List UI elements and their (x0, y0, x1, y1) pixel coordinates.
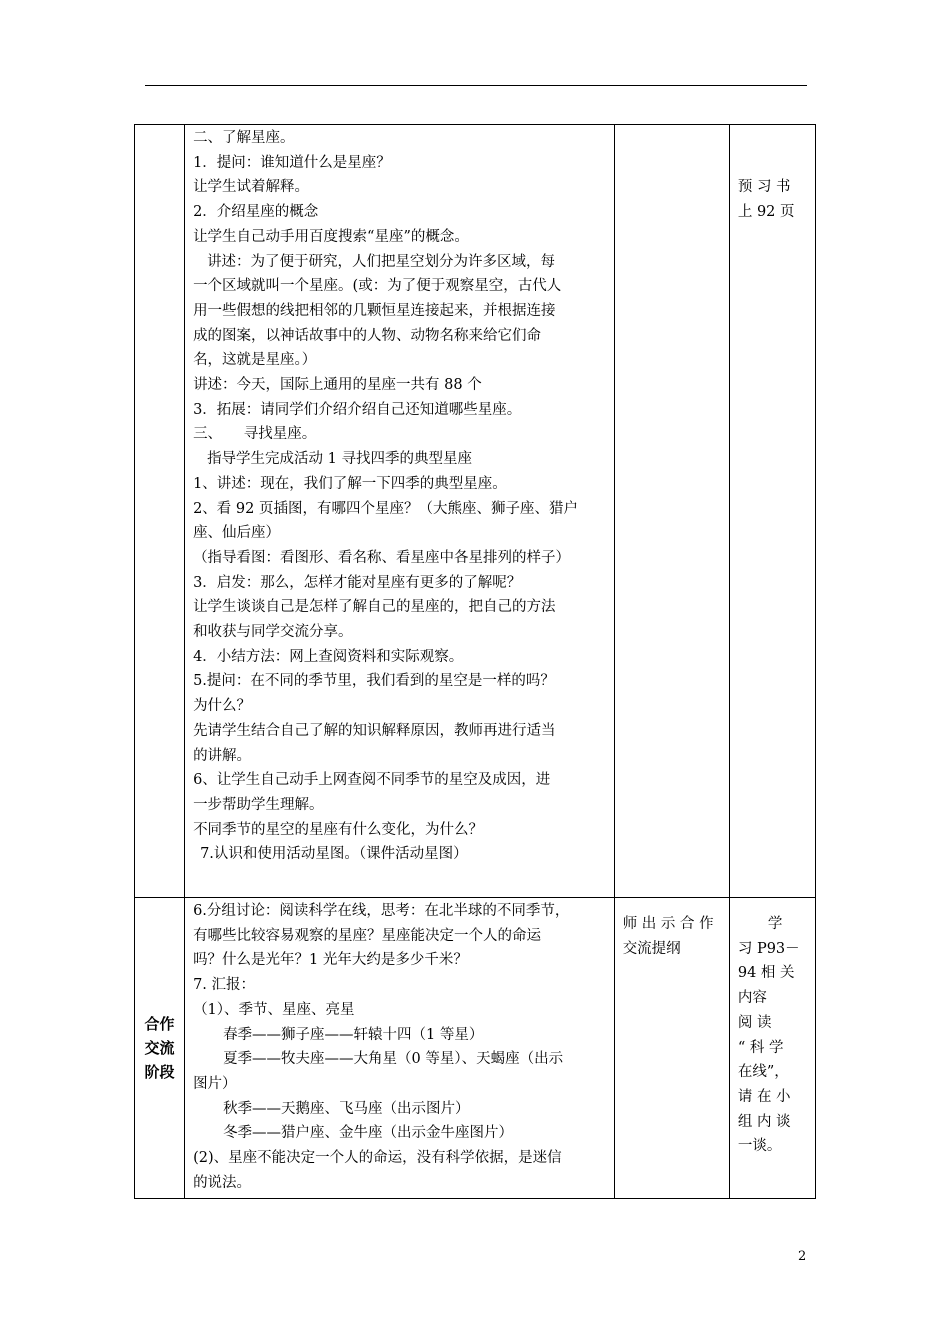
student-note-line: 内容 (737, 990, 767, 1007)
student-note-line: 请 在 小 (737, 1088, 791, 1105)
page-number: 2 (798, 1249, 807, 1264)
table-row-constellation (135, 125, 816, 898)
content-line: 吗？什么是光年？1 光年大约是多少千米？ (193, 952, 468, 969)
lesson-plan-table (134, 124, 816, 1199)
content-line: 3．启发：那么，怎样才能对星座有更多的了解呢？ (193, 574, 522, 591)
student-note-line: 在线”， (737, 1064, 789, 1081)
content-line: 用一些假想的线把相邻的几颗恒星连接起来，并根据连接 (193, 302, 556, 319)
content-line: 1、讲述：现在，我们了解一下四季的典型星座。 (193, 475, 507, 492)
teacher-note-line: 师 出 示 合 作 (622, 916, 714, 932)
stage-label: 阶段 (144, 1063, 175, 1081)
content-line: 让学生试着解释。 (193, 179, 310, 196)
content-line: 3．拓展：请同学们介绍介绍自己还知道哪些星座。 (193, 401, 522, 418)
content-line: 指导学生完成活动 1 寻找四季的典型星座 (207, 451, 473, 468)
content-cell-cooperation (185, 898, 615, 1199)
student-note-line: 一谈。 (737, 1138, 782, 1155)
content-line: 讲述：今天，国际上通用的星座一共有 88 个 (193, 377, 482, 394)
student-note-line: 学 (767, 916, 783, 932)
content-line: 讲述：为了便于研究，人们把星空划分为许多区域，每 (207, 253, 556, 270)
student-note-line: 组 内 谈 (737, 1113, 791, 1130)
student-note-line: “ 科 学 (737, 1039, 784, 1056)
stage-cell-empty (135, 125, 185, 898)
student-note-line: 上 92 页 (737, 203, 795, 220)
content-line: 4．小结方法：网上查阅资料和实际观察。 (193, 648, 464, 665)
content-line: 不同季节的星空的星座有什么变化，为什么？ (193, 821, 484, 838)
content-line: 夏季——牧夫座——大角星（0 等星）、天蝎座（出示 (223, 1051, 564, 1068)
content-line: 成的图案，以神话故事中的人物、动物名称来给它们命 (193, 327, 542, 344)
content-line: 有哪些比较容易观察的星座？星座能决定一个人的命运 (193, 927, 542, 944)
content-line: 名，这就是星座。） (193, 352, 317, 369)
teacher-note-line: 交流提纲 (622, 940, 681, 957)
content-line: 6、让学生自己动手上网查阅不同季节的星空及成因，进 (193, 772, 551, 789)
student-note-line: 预 习 书 (737, 179, 791, 195)
content-line: 2．介绍星座的概念 (193, 204, 319, 221)
content-line: 7.认识和使用活动星图。（课件活动星图） (200, 846, 468, 863)
student-note-line: 习 P93－ (737, 940, 800, 957)
content-line: 7. 汇报： (193, 977, 256, 994)
content-line: （指导看图：看图形、看名称、看星座中各星排列的样子） (193, 549, 571, 566)
content-line: 座、仙后座） (193, 525, 281, 542)
content-line: (2)、星座不能决定一个人的命运，没有科学依据，是迷信 (193, 1150, 562, 1167)
student-note-line: 94 相 关 (737, 965, 795, 982)
teacher-cell-cooperation (614, 898, 729, 1199)
student-note-line: 阅 读 (737, 1014, 772, 1031)
stage-label: 合作 (144, 1015, 175, 1033)
content-line: 一步帮助学生理解。 (193, 796, 324, 813)
student-cell-cooperation (729, 898, 815, 1199)
content-line: 图片） (193, 1075, 237, 1092)
content-line: 让学生自己动手用百度搜索“星座”的概念。 (193, 228, 469, 245)
content-line: 2、看 92 页插图，有哪四个星座？（大熊座、狮子座、猎户 (193, 500, 578, 517)
content-line: 的说法。 (193, 1174, 252, 1191)
content-line: 一个区域就叫一个星座。(或：为了便于观察星空，古代人 (193, 278, 562, 295)
content-cell-constellation (185, 125, 615, 898)
content-line: 三、 寻找星座。 (193, 426, 317, 443)
stage-cell-cooperation (135, 898, 185, 1199)
content-line: 的讲解。 (193, 747, 252, 764)
table-row-cooperation (135, 898, 816, 1199)
content-line: 1．提问：谁知道什么是星座？ (193, 154, 391, 171)
content-line: 二、了解星座。 (193, 130, 295, 146)
content-line: 6.分组讨论：阅读科学在线，思考：在北半球的不同季节， (193, 903, 570, 919)
content-line: 秋季——天鹅座、飞马座（出示图片） (223, 1100, 470, 1117)
stage-label: 交流 (144, 1039, 175, 1057)
content-line: （1）、季节、星座、亮星 (193, 1001, 355, 1018)
content-line: 和收获与同学交流分享。 (193, 624, 353, 641)
teacher-cell-empty (614, 125, 729, 898)
content-line: 春季——狮子座——轩辕十四（1 等星） (223, 1026, 484, 1043)
student-cell-preview (729, 125, 815, 898)
content-line: 先请学生结合自己了解的知识解释原因，教师再进行适当 (193, 722, 556, 739)
content-line: 冬季——猎户座、金牛座（出示金牛座图片） (223, 1125, 514, 1142)
content-line: 让学生谈谈自己是怎样了解自己的星座的，把自己的方法 (193, 599, 556, 616)
header-rule (145, 85, 807, 86)
content-line: 为什么？ (193, 698, 252, 715)
content-line: 5.提问：在不同的季节里，我们看到的星空是一样的吗？ (193, 673, 555, 690)
